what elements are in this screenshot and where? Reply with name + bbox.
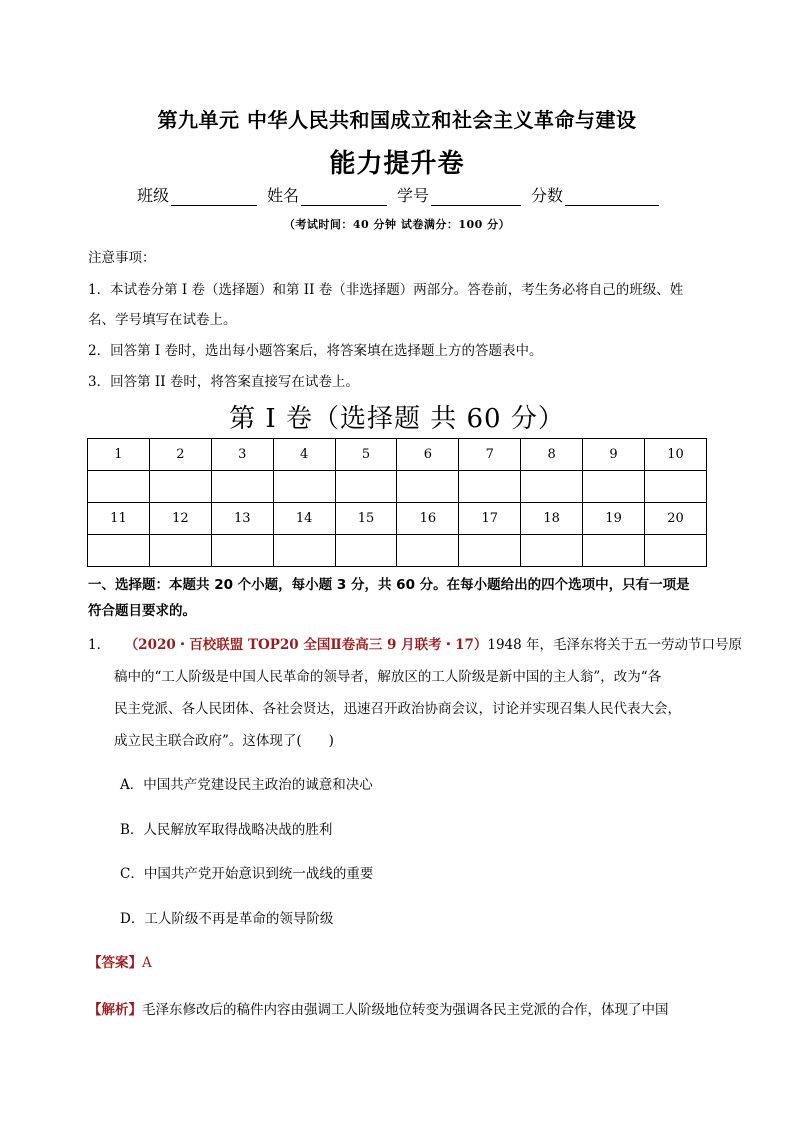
question-number: 1． xyxy=(88,637,111,653)
grid-number-cell: 1 xyxy=(88,439,150,471)
answer-cell[interactable] xyxy=(273,471,335,503)
question-source: （2020・百校联盟 TOP20 全国Ⅱ卷高三 9 月联考・17） xyxy=(124,637,488,653)
student-id-label: 学号 xyxy=(397,186,430,205)
question-1-line-2: 稿中的“工人阶级是中国人民革命的领导者，解放区的工人阶级是新中国的主人翁”，改为“各 xyxy=(114,669,662,685)
paper-title: 能力提升卷 xyxy=(329,149,465,179)
note-item-2: 2．回答第 I 卷时，选出每小题答案后，将答案填在选择题上方的答题表中。 xyxy=(88,343,543,359)
grid-number-cell: 6 xyxy=(397,439,459,471)
section-heading: 第 I 卷（选择题 共 60 分） xyxy=(229,404,565,434)
grid-number-cell: 2 xyxy=(149,439,211,471)
mc-instructions-line-2: 符合题目要求的。 xyxy=(88,603,196,619)
answer-cell[interactable] xyxy=(88,535,150,567)
answer-grid-blank-row-2 xyxy=(88,535,707,567)
grid-number-cell: 10 xyxy=(645,439,707,471)
mc-instructions-line-1: 一、选择题：本题共 20 个小题，每小题 3 分，共 60 分。在每小题给出的四个选项中，只有一项是 xyxy=(88,577,690,593)
score-label: 分数 xyxy=(531,186,564,205)
note-item-3: 3．回答第 II 卷时，将答案直接写在试卷上。 xyxy=(88,374,359,390)
grid-number-cell: 5 xyxy=(335,439,397,471)
answer-cell[interactable] xyxy=(459,471,521,503)
answer-cell[interactable] xyxy=(459,535,521,567)
answer-cell[interactable] xyxy=(645,471,707,503)
question-stem-start: 1948 年，毛泽东将关于五一劳动节口号原 xyxy=(487,637,743,653)
grid-number-cell: 8 xyxy=(521,439,583,471)
answer-grid-blank-row-1 xyxy=(88,471,707,503)
mc-instructions xyxy=(88,572,708,624)
question-1-line-4: 成立民主联合政府”。这体现了( ) xyxy=(114,733,334,749)
grid-number-cell: 11 xyxy=(88,503,150,535)
answer-cell[interactable] xyxy=(149,535,211,567)
answer-value: A xyxy=(142,955,152,971)
note-item-1a: 1．本试卷分第 I 卷（选择题）和第 II 卷（非选择题）两部分。答卷前，考生务必将自己的班级、姓 xyxy=(88,282,684,298)
grid-number-cell: 18 xyxy=(521,503,583,535)
grid-number-cell: 12 xyxy=(149,503,211,535)
answer-cell[interactable] xyxy=(583,471,645,503)
grid-number-cell: 20 xyxy=(645,503,707,535)
analysis-line xyxy=(88,998,669,1018)
answer-cell[interactable] xyxy=(521,471,583,503)
grid-number-cell: 9 xyxy=(583,439,645,471)
answer-cell[interactable] xyxy=(335,471,397,503)
answer-grid-number-row-2 xyxy=(88,503,707,535)
answer-line xyxy=(88,951,152,971)
grid-number-cell: 19 xyxy=(583,503,645,535)
answer-grid xyxy=(87,438,707,567)
grid-number-cell: 13 xyxy=(211,503,273,535)
option-d[interactable]: D．工人阶级不再是革命的领导阶级 xyxy=(120,911,334,927)
answer-cell[interactable] xyxy=(211,471,273,503)
question-1-line-3: 民主党派、各人民团体、各社会贤达，迅速召开政治协商会议，讨论并实现召集人民代表大会， xyxy=(114,701,681,717)
student-id-blank[interactable] xyxy=(431,189,521,206)
notes-title: 注意事项： xyxy=(88,250,156,266)
grid-number-cell: 17 xyxy=(459,503,521,535)
note-item-1b: 名、学号填写在试卷上。 xyxy=(88,312,237,328)
option-b[interactable]: B．人民解放军取得战略决战的胜利 xyxy=(120,822,333,838)
answer-cell[interactable] xyxy=(583,535,645,567)
grid-number-cell: 4 xyxy=(273,439,335,471)
grid-number-cell: 15 xyxy=(335,503,397,535)
grid-number-cell: 7 xyxy=(459,439,521,471)
name-blank[interactable] xyxy=(301,189,387,206)
answer-cell[interactable] xyxy=(645,535,707,567)
grid-number-cell: 16 xyxy=(397,503,459,535)
answer-cell[interactable] xyxy=(211,535,273,567)
class-blank[interactable] xyxy=(171,189,257,206)
grid-number-cell: 3 xyxy=(211,439,273,471)
answer-cell[interactable] xyxy=(397,535,459,567)
answer-cell[interactable] xyxy=(149,471,211,503)
answer-label: 【答案】 xyxy=(88,955,142,971)
question-1-line-1 xyxy=(88,633,742,653)
option-c[interactable]: C．中国共产党开始意识到统一战线的重要 xyxy=(120,866,374,882)
analysis-text: 毛泽东修改后的稿件内容由强调工人阶级地位转变为强调各民主党派的合作，体现了中国 xyxy=(142,1002,669,1018)
answer-cell[interactable] xyxy=(88,471,150,503)
student-info-line xyxy=(137,183,697,206)
answer-cell[interactable] xyxy=(397,471,459,503)
class-label: 班级 xyxy=(137,186,170,205)
grid-number-cell: 14 xyxy=(273,503,335,535)
unit-title: 第九单元 中华人民共和国成立和社会主义革命与建设 xyxy=(157,108,637,132)
analysis-label: 【解析】 xyxy=(88,1002,142,1018)
answer-cell[interactable] xyxy=(273,535,335,567)
name-label: 姓名 xyxy=(267,186,300,205)
time-note: （考试时间：40 分钟 试卷满分：100 分） xyxy=(283,218,511,231)
answer-cell[interactable] xyxy=(335,535,397,567)
answer-grid-number-row-1 xyxy=(88,439,707,471)
score-blank[interactable] xyxy=(565,189,659,206)
answer-cell[interactable] xyxy=(521,535,583,567)
option-a[interactable]: A．中国共产党建设民主政治的诚意和决心 xyxy=(120,777,373,793)
